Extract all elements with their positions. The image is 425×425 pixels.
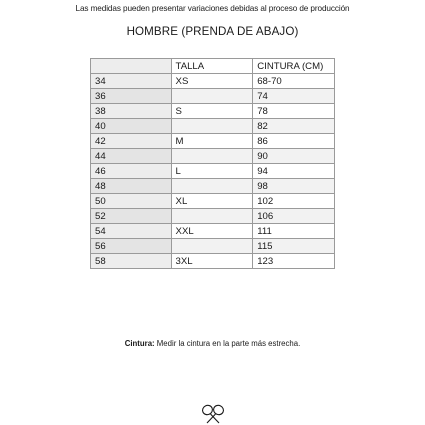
cell-cintura: 78 bbox=[253, 104, 335, 119]
crossed-rackets-logo-icon bbox=[200, 404, 226, 424]
cell-size-number: 54 bbox=[91, 224, 172, 239]
cell-cintura: 123 bbox=[253, 254, 335, 269]
cell-size-number: 34 bbox=[91, 74, 172, 89]
cell-size-number: 44 bbox=[91, 149, 172, 164]
table-row bbox=[91, 209, 335, 224]
table-row bbox=[91, 104, 335, 119]
size-table bbox=[90, 58, 335, 269]
cell-talla bbox=[171, 119, 253, 134]
cell-size-number: 58 bbox=[91, 254, 172, 269]
cell-cintura: 86 bbox=[253, 134, 335, 149]
header-cell-size-number bbox=[91, 59, 172, 74]
cell-talla bbox=[171, 89, 253, 104]
table-row bbox=[91, 89, 335, 104]
cell-size-number: 40 bbox=[91, 119, 172, 134]
table-header-row bbox=[91, 59, 335, 74]
table-row bbox=[91, 134, 335, 149]
header-cell-talla: TALLA bbox=[171, 59, 253, 74]
cell-talla bbox=[171, 179, 253, 194]
cell-cintura: 82 bbox=[253, 119, 335, 134]
cell-cintura: 115 bbox=[253, 239, 335, 254]
cell-cintura: 111 bbox=[253, 224, 335, 239]
cell-cintura: 102 bbox=[253, 194, 335, 209]
cell-size-number: 52 bbox=[91, 209, 172, 224]
disclaimer-text: Las medidas pueden presentar variaciones debidas al proceso de producción bbox=[75, 4, 350, 13]
cell-cintura: 68-70 bbox=[253, 74, 335, 89]
cell-cintura: 98 bbox=[253, 179, 335, 194]
table-row bbox=[91, 179, 335, 194]
cell-talla: M bbox=[171, 134, 253, 149]
table-row bbox=[91, 224, 335, 239]
measurement-note bbox=[0, 339, 425, 348]
table-row bbox=[91, 119, 335, 134]
cell-talla: L bbox=[171, 164, 253, 179]
cell-talla: XS bbox=[171, 74, 253, 89]
cell-size-number: 56 bbox=[91, 239, 172, 254]
table-row bbox=[91, 164, 335, 179]
cell-talla: 3XL bbox=[171, 254, 253, 269]
table-row bbox=[91, 239, 335, 254]
cell-talla bbox=[171, 239, 253, 254]
cell-cintura: 94 bbox=[253, 164, 335, 179]
cell-talla: S bbox=[171, 104, 253, 119]
cell-size-number: 50 bbox=[91, 194, 172, 209]
cell-cintura: 74 bbox=[253, 89, 335, 104]
cell-size-number: 38 bbox=[91, 104, 172, 119]
cell-cintura: 106 bbox=[253, 209, 335, 224]
cell-cintura: 90 bbox=[253, 149, 335, 164]
cell-talla bbox=[171, 209, 253, 224]
cell-size-number: 46 bbox=[91, 164, 172, 179]
table-row bbox=[91, 194, 335, 209]
header-cell-cintura: CINTURA (CM) bbox=[253, 59, 335, 74]
page-title: HOMBRE (PRENDA DE ABAJO) bbox=[126, 25, 299, 38]
table-row bbox=[91, 254, 335, 269]
cell-size-number: 42 bbox=[91, 134, 172, 149]
table-row bbox=[91, 149, 335, 164]
cell-size-number: 36 bbox=[91, 89, 172, 104]
note-text: Medir la cintura en la parte más estrecha. bbox=[154, 339, 301, 348]
table-row bbox=[91, 74, 335, 89]
cell-talla: XL bbox=[171, 194, 253, 209]
size-table-body bbox=[91, 74, 335, 269]
cell-talla bbox=[171, 149, 253, 164]
cell-talla: XXL bbox=[171, 224, 253, 239]
note-label: Cintura: bbox=[124, 339, 155, 348]
cell-size-number: 48 bbox=[91, 179, 172, 194]
